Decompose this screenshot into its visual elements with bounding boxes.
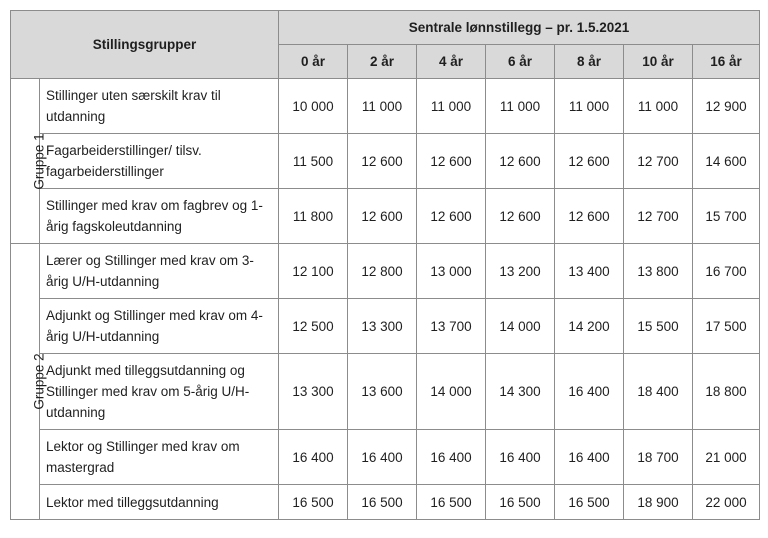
cell-value: 12 600 [348, 189, 417, 244]
cell-value: 13 000 [417, 244, 486, 299]
cell-value: 11 000 [417, 79, 486, 134]
salary-table [10, 10, 760, 520]
cell-value: 10 000 [279, 79, 348, 134]
column-header: 4 år [417, 45, 486, 79]
cell-value: 12 100 [279, 244, 348, 299]
cell-value: 12 600 [555, 134, 624, 189]
cell-value: 18 400 [624, 354, 693, 430]
table-row [11, 299, 760, 354]
row-description: Adjunkt og Stillinger med krav om 4-årig U/H-utdanning [40, 299, 279, 354]
cell-value: 12 600 [486, 134, 555, 189]
cell-value: 16 400 [555, 430, 624, 485]
table-row [11, 244, 760, 299]
column-header: 10 år [624, 45, 693, 79]
cell-value: 12 500 [279, 299, 348, 354]
table-row [11, 189, 760, 244]
cell-value: 18 800 [693, 354, 760, 430]
cell-value: 12 600 [486, 189, 555, 244]
cell-value: 16 400 [348, 430, 417, 485]
cell-value: 13 300 [279, 354, 348, 430]
group-cell-1 [11, 79, 47, 244]
column-header: 16 år [693, 45, 760, 79]
cell-value: 15 700 [693, 189, 760, 244]
cell-value: 16 400 [555, 354, 624, 430]
cell-value: 14 000 [486, 299, 555, 354]
cell-value: 11 800 [279, 189, 348, 244]
cell-value: 11 000 [555, 79, 624, 134]
cell-value: 12 700 [624, 134, 693, 189]
cell-value: 12 900 [693, 79, 760, 134]
cell-value: 14 300 [486, 354, 555, 430]
row-description: Adjunkt med tilleggsutdanning og Stillinger med krav om 5-årig U/H-utdanning [40, 354, 279, 430]
cell-value: 16 500 [486, 485, 555, 520]
cell-value: 13 800 [624, 244, 693, 299]
cell-value: 11 000 [348, 79, 417, 134]
table-row [11, 485, 760, 520]
table-row [11, 354, 760, 430]
cell-value: 12 600 [555, 189, 624, 244]
row-description: Lektor med tilleggsutdanning [40, 485, 279, 520]
cell-value: 13 400 [555, 244, 624, 299]
cell-value: 12 800 [348, 244, 417, 299]
cell-value: 16 500 [348, 485, 417, 520]
cell-value: 13 200 [486, 244, 555, 299]
table-row [11, 430, 760, 485]
cell-value: 16 500 [279, 485, 348, 520]
column-header: 6 år [486, 45, 555, 79]
group-cell-2 [11, 244, 47, 520]
row-description: Fagarbeiderstillinger/ tilsv. fagarbeiderstillinger [40, 134, 279, 189]
cell-value: 16 700 [693, 244, 760, 299]
cell-value: 16 500 [555, 485, 624, 520]
cell-value: 15 500 [624, 299, 693, 354]
table-row [11, 79, 760, 134]
cell-value: 12 600 [348, 134, 417, 189]
cell-value: 11 500 [279, 134, 348, 189]
cell-value: 17 500 [693, 299, 760, 354]
column-header: 8 år [555, 45, 624, 79]
cell-value: 16 400 [486, 430, 555, 485]
super-header: Sentrale lønnstillegg – pr. 1.5.2021 [279, 11, 760, 45]
cell-value: 16 500 [417, 485, 486, 520]
row-description: Stillinger uten særskilt krav til utdanning [40, 79, 279, 134]
cell-value: 11 000 [624, 79, 693, 134]
column-header: 0 år [279, 45, 348, 79]
group-label: Gruppe 1 [31, 132, 47, 190]
cell-value: 18 700 [624, 430, 693, 485]
cell-value: 13 600 [348, 354, 417, 430]
cell-value: 14 000 [417, 354, 486, 430]
group-label: Gruppe 2 [31, 353, 47, 410]
cell-value: 13 300 [348, 299, 417, 354]
corner-header: Stillingsgrupper [11, 11, 279, 79]
column-header: 2 år [348, 45, 417, 79]
cell-value: 14 600 [693, 134, 760, 189]
cell-value: 13 700 [417, 299, 486, 354]
cell-value: 11 000 [486, 79, 555, 134]
row-description: Stillinger med krav om fagbrev og 1-årig fagskoleutdanning [40, 189, 279, 244]
row-description: Lærer og Stillinger med krav om 3-årig U/H-utdanning [40, 244, 279, 299]
cell-value: 12 700 [624, 189, 693, 244]
cell-value: 12 600 [417, 134, 486, 189]
cell-value: 16 400 [417, 430, 486, 485]
table-row [11, 134, 760, 189]
row-description: Lektor og Stillinger med krav om mastergrad [40, 430, 279, 485]
cell-value: 12 600 [417, 189, 486, 244]
cell-value: 21 000 [693, 430, 760, 485]
cell-value: 14 200 [555, 299, 624, 354]
cell-value: 16 400 [279, 430, 348, 485]
cell-value: 22 000 [693, 485, 760, 520]
cell-value: 18 900 [624, 485, 693, 520]
